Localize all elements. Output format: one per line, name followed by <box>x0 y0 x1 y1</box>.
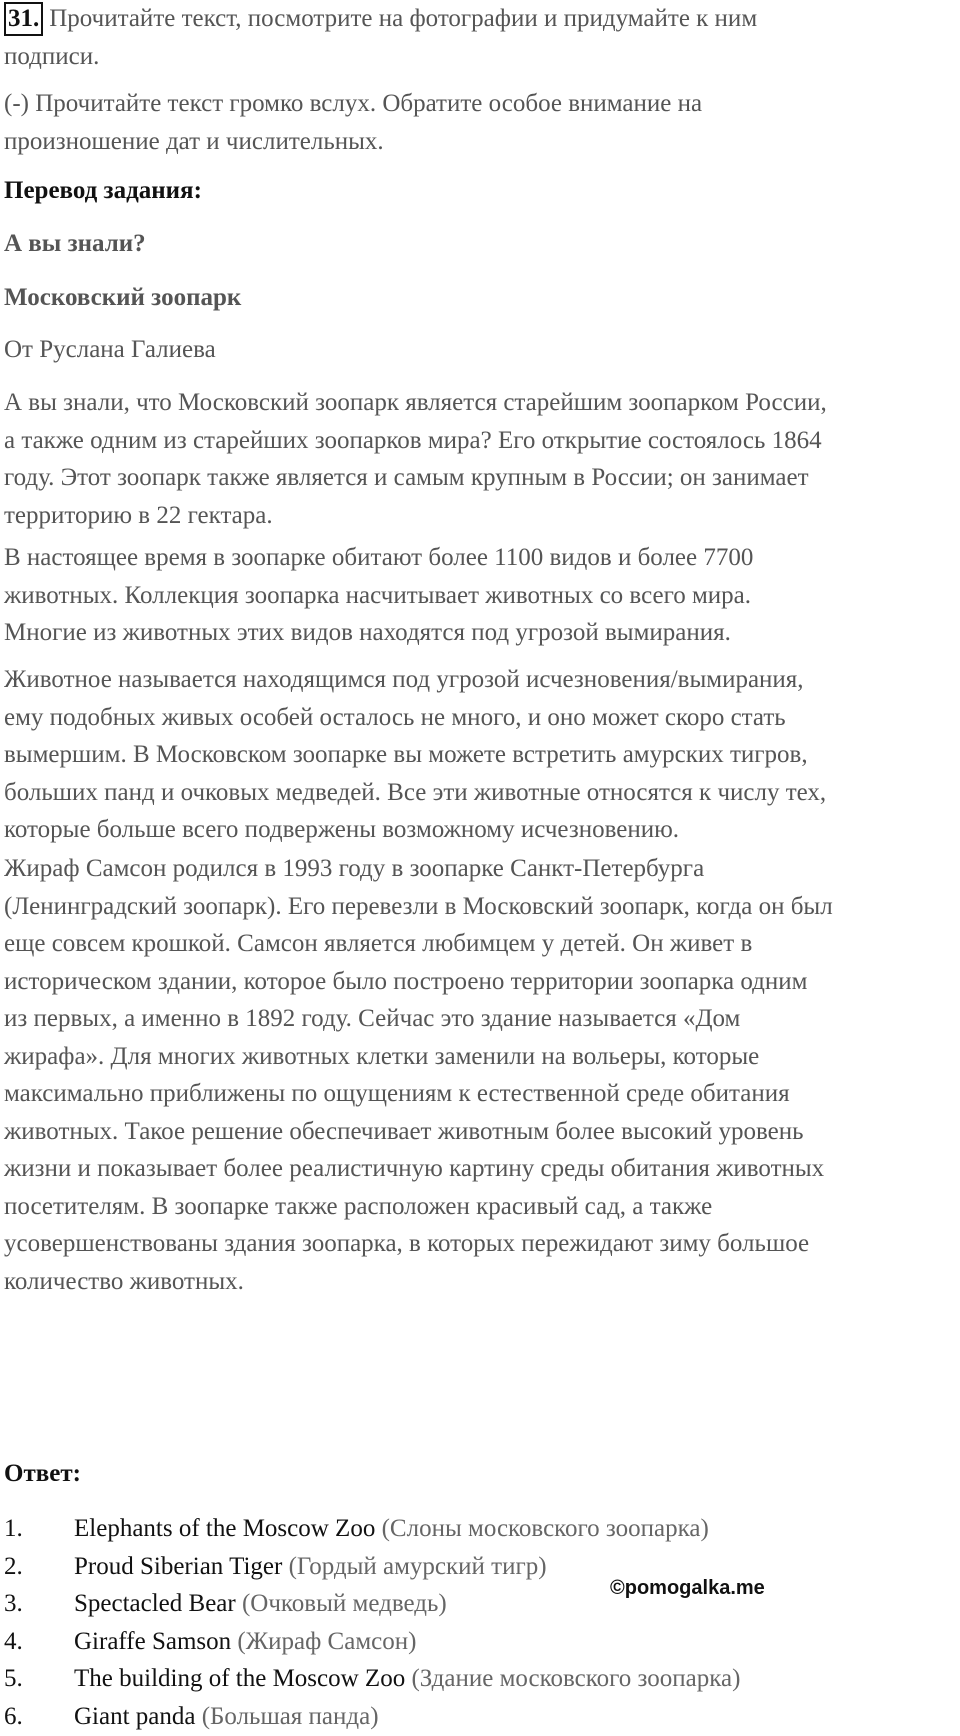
task-instruction-line-2: подписи. <box>4 42 100 70</box>
list-item <box>4 1698 960 1736</box>
paragraph-line: ему подобных живых особей осталось не много, и оно может скоро стать <box>4 703 786 731</box>
paragraph-line: которые больше всего подвержены возможному исчезновению. <box>4 816 680 843</box>
translation-heading: Перевод задания: <box>4 177 202 204</box>
list-item <box>4 1623 960 1661</box>
answer-english: Giant panda <box>74 1702 196 1730</box>
answer-english: Giraffe Samson <box>74 1627 232 1655</box>
answer-text <box>74 1623 416 1661</box>
answer-russian: (Очковый медведь) <box>241 1590 447 1617</box>
answer-text <box>74 1510 709 1548</box>
paragraph-line: году. Этот зоопарк также является и самым крупным в России; он занимает <box>4 464 809 491</box>
answer-russian: (Большая панда) <box>201 1702 379 1730</box>
paragraph-line: В настоящее время в зоопарке обитают более 1100 видов и более 7700 <box>4 544 754 571</box>
paragraph-line: а также одним из старейших зоопарков мира? Его открытие состоялось 1864 <box>4 426 822 454</box>
paragraph-line: (Ленинградский зоопарк). Его перевезли в Московский зоопарк, когда он был <box>4 892 833 920</box>
answer-list <box>4 1510 960 1735</box>
list-item <box>4 1510 960 1548</box>
task-instruction-line-1: Прочитайте текст, посмотрите на фотографии и придумайте к ним <box>49 5 758 32</box>
paragraph-line: историческом здании, которое было построено территории зоопарка одним <box>4 967 808 995</box>
paragraph-line: еще совсем крошкой. Самсон является любимцем у детей. Он живет в <box>4 930 753 957</box>
paragraph-line: животных. Коллекция зоопарка насчитывает животных со всего мира. <box>4 581 751 609</box>
task-note-line-1: (-) Прочитайте текст громко вслух. Обратите особое внимание на <box>4 90 703 117</box>
paragraph-4 <box>4 850 833 1300</box>
answer-english: Spectacled Bear <box>74 1590 236 1617</box>
paragraph-line: животных. Такое решение обеспечивает животным более высокий уровень <box>4 1117 804 1145</box>
answer-english: Proud Siberian Tiger <box>74 1552 283 1580</box>
task-note <box>4 85 702 160</box>
answer-number: 2. <box>4 1552 23 1580</box>
paragraph-line: жирафа». Для многих животных клетки заменили на вольеры, которые <box>4 1042 760 1070</box>
answer-number: 3. <box>4 1590 23 1617</box>
paragraph-2 <box>4 539 753 652</box>
answer-number: 4. <box>4 1627 23 1655</box>
answer-text <box>74 1660 740 1698</box>
paragraph-line: больших панд и очковых медведей. Все эти животные относятся к числу тех, <box>4 778 827 806</box>
answer-text <box>74 1698 379 1736</box>
task-note-line-2: произношение дат и числительных. <box>4 127 384 155</box>
task-number: 31. <box>4 2 43 36</box>
answer-russian: (Слоны московского зоопарка) <box>381 1515 709 1542</box>
paragraph-line: вымершим. В Московском зоопарке вы можете встретить амурских тигров, <box>4 741 808 768</box>
answer-russian: (Здание московского зоопарка) <box>411 1665 741 1692</box>
paragraph-line: Многие из животных этих видов находятся под угрозой вымирания. <box>4 619 731 646</box>
paragraph-line: количество животных. <box>4 1267 244 1295</box>
paragraph-line: усовершенствованы здания зоопарка, в которых пережидают зиму большое <box>4 1230 810 1257</box>
paragraph-line: Жираф Самсон родился в 1993 году в зоопарке Санкт-Петербурга <box>4 855 705 882</box>
list-item <box>4 1660 960 1698</box>
article-author: От Руслана Галиева <box>4 336 216 363</box>
paragraph-1 <box>4 384 827 534</box>
list-item <box>4 1585 960 1623</box>
answer-heading: Ответ: <box>4 1460 81 1487</box>
paragraph-line: из первых, а именно в 1892 году. Сейчас это здание называется «Дом <box>4 1005 741 1032</box>
answer-russian: (Жираф Самсон) <box>237 1627 417 1655</box>
task-instruction <box>4 0 757 75</box>
answer-number: 5. <box>4 1665 23 1692</box>
paragraph-line: территорию в 22 гектара. <box>4 501 273 529</box>
list-item <box>4 1548 960 1586</box>
watermark: ©pomogalka.me <box>610 1577 765 1599</box>
paragraph-3 <box>4 661 826 849</box>
answer-number: 6. <box>4 1702 23 1730</box>
answer-text <box>74 1548 547 1586</box>
answer-russian: (Гордый амурский тигр) <box>288 1552 547 1580</box>
article-title: Московский зоопарк <box>4 284 242 311</box>
paragraph-line: жизни и показывает более реалистичную картину среды обитания животных <box>4 1155 825 1182</box>
paragraph-line: Животное называется находящимся под угрозой исчезновения/вымирания, <box>4 666 804 693</box>
paragraph-line: А вы знали, что Московский зоопарк является старейшим зоопарком России, <box>4 389 827 416</box>
answer-english: The building of the Moscow Zoo <box>74 1665 406 1692</box>
paragraph-line: посетителям. В зоопарке также расположен красивый сад, а также <box>4 1192 713 1220</box>
answer-number: 1. <box>4 1515 23 1542</box>
subheading: А вы знали? <box>4 230 146 257</box>
answer-english: Elephants of the Moscow Zoo <box>74 1515 376 1542</box>
paragraph-line: максимально приближены по ощущениям к естественной среде обитания <box>4 1080 790 1107</box>
answer-text <box>74 1585 447 1623</box>
